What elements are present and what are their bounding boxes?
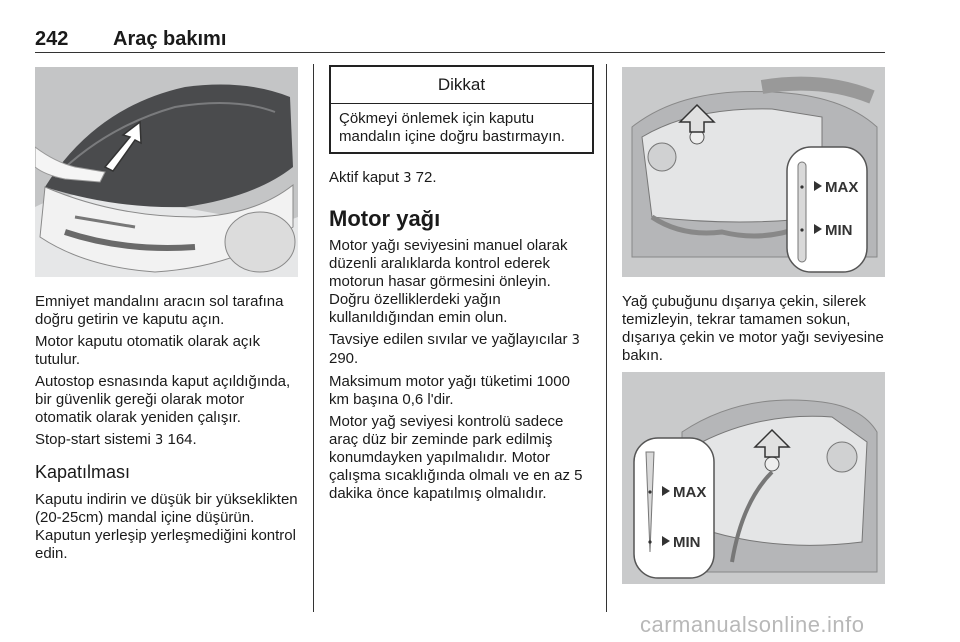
column-divider — [606, 64, 607, 612]
paragraph: Autostop esnasında kaput açıldığında, bir güvenlik gereği olarak motor otomatik olarak yeniden çalışır. — [35, 373, 291, 426]
page-number: 242 — [35, 28, 69, 50]
column-divider — [313, 64, 314, 612]
cross-reference: Stop-start sistemi 3 164. — [35, 431, 197, 448]
section-heading: Motor yağı — [329, 206, 441, 231]
min-label: MIN — [825, 222, 853, 239]
cross-reference: Tavsiye edilen sıvılar ve yağlayıcılar 3 290. — [329, 331, 580, 367]
ref-arrow-icon: 3 — [403, 171, 412, 186]
chapter-title: Araç bakımı — [113, 28, 227, 50]
paragraph: Yağ çubuğunu dışarıya çekin, silerek temizleyin, tekrar tamamen sokun, dışarıya çekin ve motor yağı seviyesine bakın. — [622, 293, 884, 364]
paragraph: Kaputu indirin ve düşük bir yükseklikten (20-25cm) mandal içine düşürün. Kaputun yerleşip yerleşmediğini kontrol edin. — [35, 491, 298, 562]
caution-box — [329, 65, 594, 154]
page-header — [35, 28, 885, 53]
paragraph: Emniyet mandalını aracın sol tarafına doğru getirin ve kaputu açın. — [35, 293, 284, 328]
watermark: carmanualsonline.info — [640, 612, 865, 637]
engine-dipstick-illustration — [622, 67, 885, 277]
engine-dipstick-illustration — [622, 372, 885, 584]
paragraph: Motor kaputu otomatik olarak açık tutulur. — [35, 333, 261, 368]
max-label: MAX — [673, 484, 707, 501]
subheading: Kapatılması — [35, 462, 131, 482]
paragraph: Maksimum motor yağı tüketimi 1000 km başına 0,6 l'dir. — [329, 373, 570, 408]
ref-arrow-icon: 3 — [571, 333, 580, 348]
paragraph: Motor yağ seviyesi kontrolü sadece araç düz bir zeminde park edilmiş konumdayken yapılmalıdır. Motor çalışma sıcaklığında olmalı ve en az 5 dakika önce kapatılmış olmalıdır. — [329, 413, 583, 502]
ref-arrow-icon: 3 — [155, 433, 164, 448]
car-hood-opening-illustration — [35, 67, 298, 277]
min-label: MIN — [673, 534, 701, 551]
caution-text: Çökmeyi önlemek için kaputu mandalın içine doğru bastırmayın. — [339, 110, 565, 145]
cross-reference: Aktif kaput 3 72. — [329, 169, 437, 186]
caution-title: Dikkat — [331, 67, 592, 104]
paragraph: Motor yağı seviyesini manuel olarak düzenli aralıklarda kontrol ederek motorun hasar görmesini önleyin. Doğru özelliklerdeki yağın kullanıldığından emin olun. — [329, 237, 568, 326]
max-label: MAX — [825, 179, 859, 196]
